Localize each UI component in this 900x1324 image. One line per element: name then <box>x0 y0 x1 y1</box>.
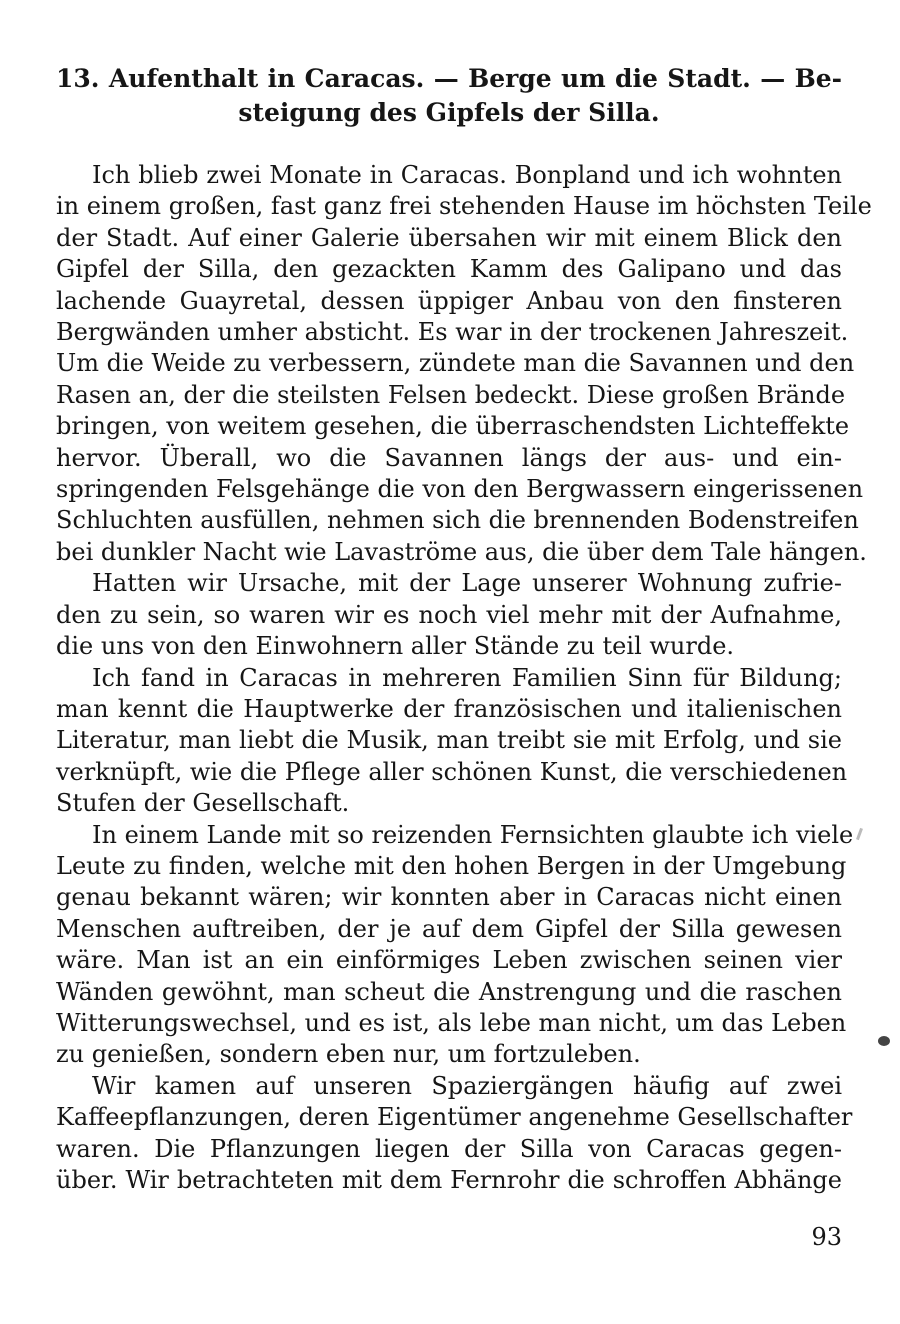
text-line: lachende Guayretal, dessen üppiger Anbau von den finsteren <box>56 286 842 315</box>
text-line: Witterungswechsel, und es ist, als lebe man nicht, um das Leben <box>56 1008 847 1037</box>
text-line: der Stadt. Auf einer Galerie übersahen wir mit einem Blick den <box>56 223 842 252</box>
text-line: in einem großen, fast ganz frei stehenden Hause im höchsten Teile <box>56 192 872 221</box>
page-number: 93 <box>811 1223 842 1251</box>
text-line: Kaffeepflanzungen, deren Eigentümer angenehme Gesellschafter <box>56 1103 853 1132</box>
text-line: Schluchten ausfüllen, nehmen sich die brennenden Bodenstreifen <box>56 506 859 535</box>
text-line: die uns von den Einwohnern aller Stände zu teil wurde. <box>56 632 735 661</box>
text-line: genau bekannt wären; wir konnten aber in Caracas nicht einen <box>56 883 842 912</box>
text-line: Ich blieb zwei Monate in Caracas. Bonpland und ich wohnten <box>92 161 842 189</box>
text-line: springenden Felsgehänge die von den Bergwassern eingerissenen <box>56 475 864 504</box>
paragraph <box>56 820 854 1071</box>
text-line: Stufen der Gesellschaft. <box>56 789 350 818</box>
text-line: zu genießen, sondern eben nur, um fortzuleben. <box>56 1040 641 1069</box>
text-line: In einem Lande mit so reizenden Fernsichten glaubte ich viele <box>92 820 854 849</box>
text-line: Ich fand in Caracas in mehreren Familien Sinn für Bildung; <box>92 663 842 692</box>
heading-line: 13. Aufenthalt in Caracas. — Berge um die Stadt. — Be- <box>56 64 842 93</box>
text-line: hervor. Überall, wo die Savannen längs der aus- und ein- <box>56 443 842 472</box>
text-line: wäre. Man ist an ein einförmiges Leben zwischen seinen vier <box>56 946 842 975</box>
chapter-heading <box>56 62 842 130</box>
text-line: Menschen auftreiben, der je auf dem Gipfel der Silla gewesen <box>56 914 842 943</box>
text-line: man kennt die Hauptwerke der französischen und italienischen <box>56 694 842 723</box>
ink-speck <box>878 1036 890 1046</box>
paragraph <box>56 663 848 820</box>
text-line: über. Wir betrachteten mit dem Fernrohr die schroffen Abhänge <box>56 1166 842 1194</box>
body-text <box>56 160 872 1196</box>
text-line: Um die Weide zu verbessern, zündete man die Savannen und den <box>56 349 855 378</box>
heading-line: steigung des Gipfels der Silla. <box>238 98 660 127</box>
text-line: Wänden gewöhnt, man scheut die Anstrengung und die raschen <box>56 977 842 1006</box>
paragraph <box>56 1071 853 1197</box>
text-line: waren. Die Pflanzungen liegen der Silla von Caracas gegen- <box>56 1134 842 1163</box>
text-line: Wir kamen auf unseren Spaziergängen häufig auf zwei <box>92 1071 842 1100</box>
text-line: Gipfel der Silla, den gezackten Kamm des Galipano und das <box>56 255 842 284</box>
text-line: bei dunkler Nacht wie Lavaströme aus, die über dem Tale hängen. <box>56 537 867 566</box>
paragraph <box>56 568 842 662</box>
text-line: Leute zu finden, welche mit den hohen Bergen in der Umgebung <box>56 851 847 880</box>
text-line: Rasen an, der die steilsten Felsen bedeckt. Diese großen Brände <box>56 380 846 409</box>
text-line: Bergwänden umher absticht. Es war in der trockenen Jahreszeit. <box>56 318 849 347</box>
text-line: bringen, von weitem gesehen, die überraschendsten Lichteffekte <box>56 412 850 441</box>
text-line: Literatur, man liebt die Musik, man treibt sie mit Erfolg, und sie <box>56 726 842 755</box>
paragraph <box>56 160 872 568</box>
text-line: den zu sein, so waren wir es noch viel mehr mit der Aufnahme, <box>56 600 842 629</box>
ink-mark <box>856 828 863 840</box>
text-line: verknüpft, wie die Pflege aller schönen Kunst, die verschiedenen <box>56 757 848 786</box>
text-line: Hatten wir Ursache, mit der Lage unserer Wohnung zufrie- <box>92 569 842 598</box>
